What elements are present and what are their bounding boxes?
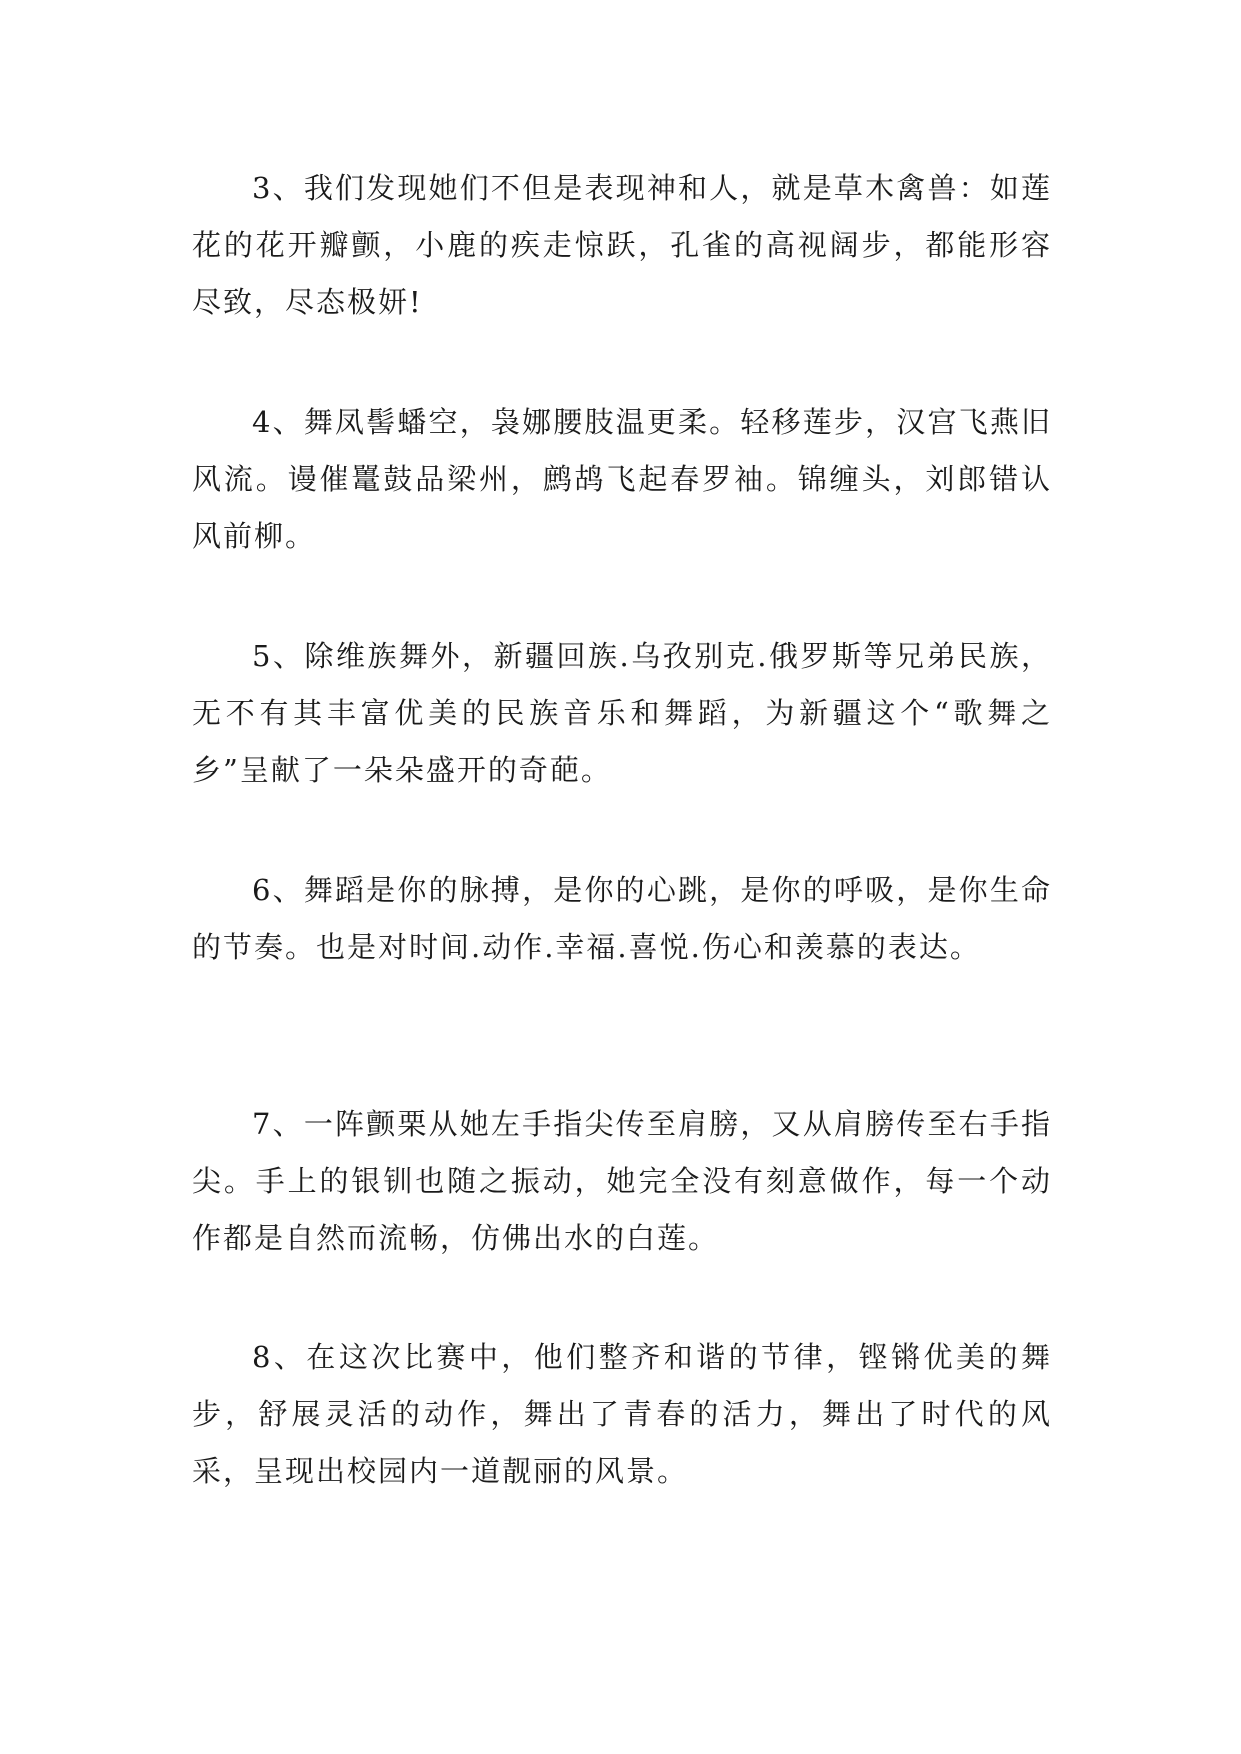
paragraph-6: 6、舞蹈是你的脉搏，是你的心跳，是你的呼吸，是你生命的节奏。也是对时间.动作.幸福.喜悦.伤心和羡慕的表达。	[192, 873, 1052, 964]
paragraph-3: 3、我们发现她们不但是表现神和人，就是草木禽兽：如莲花的花开瓣颤，小鹿的疾走惊跃，孔雀的高视阔步，都能形容尽致，尽态极妍!	[192, 171, 1052, 319]
paragraph-8: 8、在这次比赛中，他们整齐和谐的节律，铿锵优美的舞步，舒展灵活的动作，舞出了青春的活力，舞出了时代的风采，呈现出校园内一道靓丽的风景。	[192, 1340, 1052, 1488]
paragraph-4: 4、舞凤髻蟠空，袅娜腰肢温更柔。轻移莲步，汉宫飞燕旧风流。谩催鼍鼓品梁州，鹧鸪飞起春罗袖。锦缠头，刘郎错认风前柳。	[192, 405, 1052, 553]
paragraph-7: 7、一阵颤栗从她左手指尖传至肩膀，又从肩膀传至右手指尖。手上的银钏也随之振动，她完全没有刻意做作，每一个动作都是自然而流畅，仿佛出水的白莲。	[192, 1107, 1052, 1255]
paragraph-5: 5、除维族舞外，新疆回族.乌孜别克.俄罗斯等兄弟民族，无不有其丰富优美的民族音乐和舞蹈，为新疆这个“歌舞之乡”呈献了一朵朵盛开的奇葩。	[192, 639, 1052, 787]
